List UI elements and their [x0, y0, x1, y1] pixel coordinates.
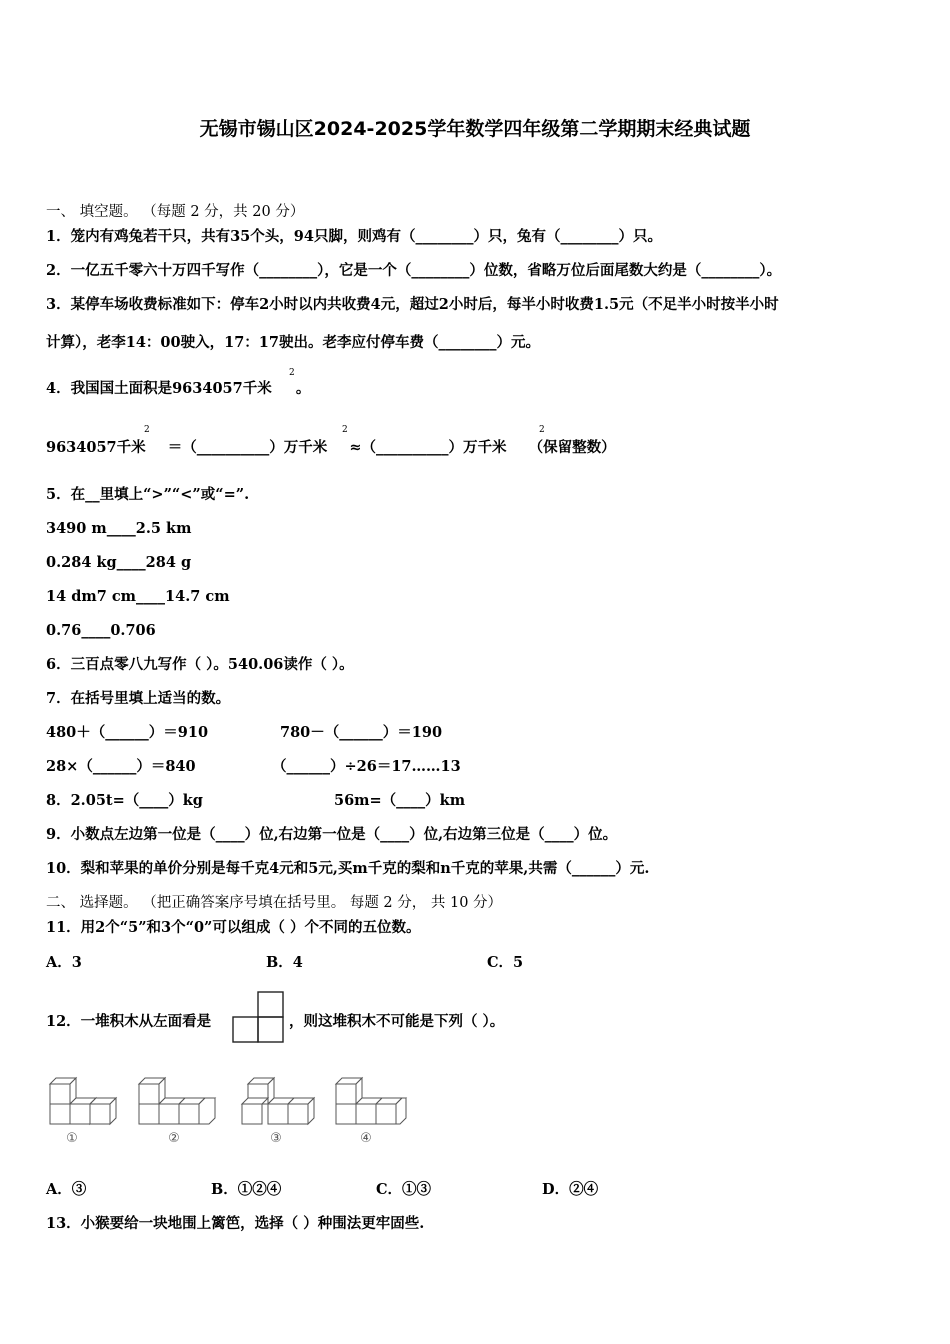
q5-item-2: 0.284 kg____284 g — [46, 554, 192, 571]
page-title: 无锡市锡山区2024-2025学年数学四年级第二学期期末经典试题 — [199, 118, 751, 140]
superscript-2: 2 — [342, 425, 348, 435]
figure-label-4: ④ — [360, 1131, 372, 1146]
q12-option-a: A．③ — [46, 1181, 87, 1198]
superscript-2: 2 — [289, 368, 295, 378]
question-5: 5．在__里填上“>”“<”或“=”. — [46, 486, 250, 503]
question-9: 9．小数点左边第一位是（____）位,右边第一位是（____）位,右边第三位是（____）位。 — [46, 826, 618, 843]
left-view-figure — [231, 990, 287, 1044]
q11-option-c: C．5 — [487, 954, 524, 971]
block-figure-4 — [336, 1078, 406, 1124]
q8-part-a: 8．2.05t=（____）kg — [46, 792, 203, 809]
question-4-line-1 — [46, 379, 310, 399]
question-6: 6．三百点零八九写作（ ）。540.06读作（ ）。 — [46, 656, 354, 673]
question-13: 13．小猴要给一块地围上篱笆，选择（ ）种围法更牢固些. — [46, 1215, 425, 1232]
superscript-2: 2 — [539, 425, 545, 435]
figure-label-3: ③ — [270, 1131, 282, 1146]
q5-item-1: 3490 m____2.5 km — [46, 520, 192, 537]
block-figures — [44, 1072, 424, 1148]
q12-option-c: C．①③ — [376, 1181, 432, 1198]
section-2-heading: 二、 选择题。 （把正确答案序号填在括号里。 每题 2 分， 共 10 分） — [46, 895, 503, 911]
q12-suffix: ，则这堆积木不可能是下列（ ）。 — [289, 1013, 505, 1030]
question-10: 10．梨和苹果的单价分别是每千克4元和5元,买m千克的梨和n千克的苹果,共需（______）元. — [46, 860, 650, 877]
q5-item-4: 0.76____0.706 — [46, 622, 156, 639]
q4b-part-1: 9634057千米 — [46, 439, 146, 456]
q4b-part-2: ＝（__________）万千米 — [167, 439, 328, 456]
figure-label-2: ② — [168, 1131, 180, 1146]
q4-text: 4．我国国土面积是9634057千米 — [46, 380, 272, 397]
q4-end: 。 — [295, 380, 311, 397]
question-7: 7．在括号里填上适当的数。 — [46, 690, 231, 707]
q7-equation-a: 480＋（______）＝910 — [46, 724, 209, 741]
q12-option-b: B．①②④ — [211, 1181, 282, 1198]
figure-label-1: ① — [66, 1131, 78, 1146]
q11-option-b: B．4 — [266, 954, 303, 971]
question-3-line-1: 3．某停车场收费标准如下：停车2小时以内共收费4元，超过2小时后，每半小时收费1.5元（不足半小时按半小时 — [46, 296, 779, 313]
question-1: 1．笼内有鸡兔若干只，共有35个头，94只脚，则鸡有（________）只，兔有（________）只。 — [46, 228, 662, 245]
q7-equation-d: （______）÷26＝17……13 — [272, 758, 461, 775]
question-3-line-2: 计算），老李14：00驶入，17：17驶出。老李应付停车费（________）元。 — [46, 334, 540, 351]
question-11: 11．用2个“5”和3个“0”可以组成（ ）个不同的五位数。 — [46, 919, 421, 936]
question-2: 2．一亿五千零六十万四千写作（________），它是一个（________）位数，省略万位后面尾数大约是（________）。 — [46, 262, 782, 279]
q8-part-b: 56m=（____）km — [334, 792, 466, 809]
q12-option-d: D．②④ — [542, 1181, 599, 1198]
q7-equation-b: 780－（______）＝190 — [280, 724, 443, 741]
q4b-part-3: ≈（__________）万千米 — [349, 439, 507, 456]
question-4-line-2 — [46, 438, 616, 458]
q5-item-3: 14 dm7 cm____14.7 cm — [46, 588, 230, 605]
section-1-heading: 一、 填空题。 （每题 2 分，共 20 分） — [46, 204, 305, 220]
superscript-2: 2 — [144, 425, 150, 435]
block-figure-1 — [50, 1078, 116, 1124]
q4b-part-4: （保留整数） — [528, 439, 616, 456]
q12-prefix: 12．一堆积木从左面看是 — [46, 1013, 212, 1030]
q7-equation-c: 28×（______）＝840 — [46, 758, 196, 775]
block-figure-2 — [139, 1078, 215, 1124]
q11-option-a: A．3 — [46, 954, 82, 971]
block-figure-3 — [242, 1078, 314, 1124]
